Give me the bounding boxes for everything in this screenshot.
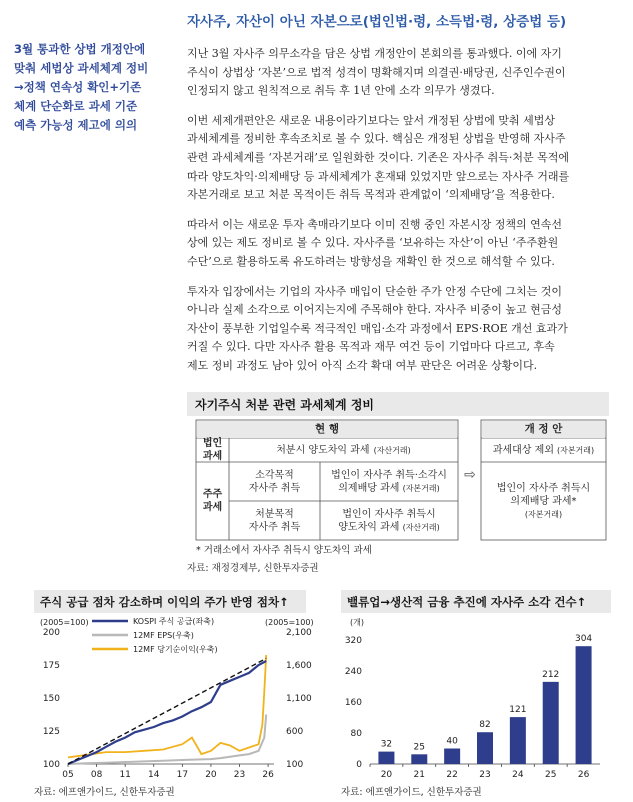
bar-value-label: 212 — [542, 669, 560, 680]
dispose-purpose — [229, 501, 320, 540]
tax-table-title: 자기주식 처분 관련 과세체계 정비 — [195, 398, 375, 412]
cancel-tax-note: (자본거래) — [402, 483, 440, 493]
bar — [444, 749, 460, 765]
right-chart — [330, 612, 630, 782]
corporate-label — [196, 438, 229, 462]
cancel-tax — [320, 462, 458, 501]
side-note-line: 맞춰 세법상 과세체계 정비 — [14, 61, 149, 75]
bar — [510, 717, 526, 764]
proposed-shareholder-line: 법인이 자사주 취득시 — [496, 482, 591, 494]
cancel-purpose-line: 자사주 취득 — [248, 482, 301, 494]
y-right-tick-label: 100 — [286, 760, 304, 770]
bar — [576, 646, 592, 764]
y-axis-unit: (개) — [350, 618, 364, 627]
dispose-tax-line: 법인이 자사주 취득시 — [342, 508, 436, 520]
y-right-tick-label: 1,100 — [286, 694, 312, 704]
bar-value-label: 32 — [380, 739, 393, 750]
legend-label: 12MF 당기순이익(우축) — [133, 645, 218, 654]
text-line: 투자자 입장에서는 기업의 자사주 매입이 단순한 주가 안정 수단에 그치는 것이 — [187, 284, 562, 298]
y-tick-label: 160 — [344, 698, 362, 708]
corporate-current-main: 처분시 양도차익 과세 — [276, 444, 370, 456]
series-net-income-line — [68, 655, 266, 757]
y-right-tick-label: 2,100 — [286, 628, 312, 638]
dispose-purpose-line: 처분목적 — [255, 508, 294, 520]
left-chart-title-bar — [34, 590, 306, 613]
arrow-icon: ⇨ — [464, 466, 476, 483]
text-line: 상에 있는 제도 정비로 볼 수 있다. 자사주를 ‘보유하는 자산’이 아닌 ‘주주환원 — [187, 236, 559, 250]
corporate-proposed-note: (자본거래) — [556, 445, 595, 455]
side-note-line: →정책 연속성 확인+기존 — [14, 80, 142, 94]
y-left-tick-label: 175 — [42, 661, 60, 671]
side-note-line: 3월 통과한 상법 개정안에 — [14, 42, 146, 56]
x-tick-label: 05 — [62, 770, 74, 780]
y-left-tick-label: 100 — [42, 760, 60, 770]
x-tick-label: 23 — [233, 770, 246, 780]
x-tick-label: 11 — [119, 770, 131, 780]
right-chart-title-bar — [341, 590, 611, 613]
header-proposed: 개 정 안 — [482, 421, 605, 438]
section-title: 자사주, 자산이 아닌 자본으로(법인법·령, 소득법·령, 상증법 등) — [187, 14, 567, 30]
side-note-line: 예측 가능성 제고에 의의 — [14, 118, 138, 132]
y-left-tick-label: 125 — [42, 727, 60, 737]
cancel-tax-line: 법인이 자사주 취득·소각시 — [331, 469, 447, 481]
text-line: 자본거래로 보고 처분 목적이든 취득 목적과 관계없이 ‘의제배당’을 적용한다. — [187, 188, 555, 202]
left-chart-source: 자료: 에프앤가이드, 신한투자증권 — [34, 787, 175, 798]
x-tick-label: 25 — [544, 770, 557, 780]
corporate-proposed — [481, 438, 606, 462]
text-line: 제도 정비 과정도 남아 있어 아직 소각 확대 여부 판단은 어려운 상황이다. — [187, 358, 538, 372]
legend-label: 12MF EPS(우축) — [133, 631, 194, 640]
corporate-current — [229, 438, 458, 462]
text-line: 아니라 실제 소각으로 이어지는지에 주목해야 한다. 자사주 비중이 높고 현금성 — [187, 303, 562, 317]
cancel-tax-line: 의제배당 과세 — [338, 482, 400, 494]
text-line: 따라서 이는 새로운 투자 촉매라기보다 이미 진행 중인 자본시장 정책의 연속선 — [187, 217, 562, 231]
y-left-tick-label: 200 — [42, 628, 60, 638]
text-line: 과세체계를 정비한 후속조치로 볼 수 있다. 핵심은 개정된 상법을 반영해 자사주 — [187, 132, 566, 146]
y-right-tick-label: 1,600 — [286, 661, 312, 671]
header-current: 현 행 — [197, 421, 457, 438]
tax-table-source: 자료: 재정경제부, 신한투자증권 — [187, 563, 319, 574]
right-axis-unit: (2005=100) — [265, 618, 314, 627]
x-tick-label: 17 — [176, 770, 189, 780]
x-tick-label: 26 — [262, 770, 274, 780]
tax-table-footnote: * 거래소에서 자사주 취득시 양도차익 과세 — [196, 545, 372, 556]
right-chart-source: 자료: 에프앤가이드, 신한투자증권 — [341, 787, 482, 798]
bar-value-label: 25 — [413, 742, 426, 753]
proposed-shareholder-note: (자본거래) — [524, 509, 563, 519]
bar-value-label: 82 — [479, 720, 491, 731]
y-tick-label: 80 — [350, 729, 362, 739]
bar — [378, 752, 394, 764]
corporate-label-line: 과세 — [202, 451, 223, 462]
x-tick-label: 21 — [413, 770, 426, 780]
shareholder-label-line: 주주 — [202, 489, 223, 500]
x-tick-label: 14 — [148, 770, 160, 780]
right-chart-title: 밸류업→생산적 금융 추진에 자사주 소각 건수↑ — [347, 595, 587, 609]
text-line: 관련 과세체계를 ‘자본거래’로 일원화한 것이다. 기존은 자사주 취득·처분 목적에 — [187, 150, 569, 164]
shareholder-label-line: 과세 — [202, 502, 223, 513]
bar — [411, 754, 427, 764]
text-line: 수단’으로 활용하도록 유도하려는 방향성을 재확인 한 것으로 해석할 수 있다. — [187, 254, 555, 268]
dispose-purpose-line: 자사주 취득 — [248, 521, 301, 533]
cancel-purpose-line: 소각목적 — [255, 469, 294, 481]
cancel-purpose — [229, 462, 320, 501]
legend-label: KOSPI 주식 공급(좌축) — [133, 617, 215, 626]
corporate-label-line: 법인 — [202, 438, 223, 449]
text-line: 주식이 상법상 ‘자본’으로 법적 성격이 명확해지며 의결권·배당권, 신주인수권이 — [187, 65, 566, 79]
text-line: 따라 양도차익·의제배당 등 과세체계가 혼재돼 있었지만 앞으로는 자사주 거래를 — [187, 169, 570, 183]
text-line: 자산이 풍부한 기업일수록 적극적인 매입·소각 과정에서 EPS·ROE 개선 효과가 — [187, 321, 568, 335]
bar-value-label: 304 — [574, 634, 593, 645]
y-tick-label: 240 — [344, 667, 362, 677]
bar-value-label: 121 — [509, 705, 527, 716]
left-axis-unit: (2005=100) — [40, 618, 89, 627]
x-tick-label: 23 — [479, 770, 491, 780]
side-note-line: 체계 단순화로 과세 기준 — [14, 99, 138, 113]
text-line: 커질 수 있다. 다만 자사주 활용 목적과 재무 여건 등이 기업마다 다르고, 후속 — [187, 340, 555, 354]
corporate-proposed-main: 과세대상 제외 — [492, 444, 554, 456]
corporate-current-note: (자산거래) — [373, 445, 411, 455]
x-tick-label: 26 — [577, 770, 590, 780]
text-line: 지난 3월 자사주 의무소각을 담은 상법 개정안이 본회의를 통과했다. 이에 자기 — [187, 47, 562, 60]
bar-value-label: 40 — [446, 736, 458, 747]
x-tick-label: 24 — [512, 770, 524, 780]
text-line: 인정되지 않고 원칙적으로 취득 후 1년 안에 소각 의무가 생겼다. — [187, 84, 495, 98]
bar — [477, 732, 493, 764]
y-tick-label: 0 — [356, 760, 362, 770]
dispose-tax-note: (자산거래) — [402, 522, 440, 532]
left-chart-title: 주식 공급 점차 감소하며 이익의 주가 반영 점차↑ — [40, 595, 289, 609]
dispose-tax-line: 양도차익 과세 — [338, 521, 400, 533]
x-tick-label: 22 — [446, 770, 458, 780]
proposed-shareholder — [481, 462, 606, 540]
shareholder-label — [196, 462, 229, 540]
text-line: 이번 세제개편안은 새로운 내용이라기보다는 앞서 개정된 상법에 맞춰 세법상 — [187, 113, 556, 127]
proposed-shareholder-line: 의제배당 과세* — [510, 495, 577, 507]
left-chart — [0, 612, 320, 782]
x-tick-label: 08 — [90, 770, 103, 780]
y-tick-label: 320 — [344, 636, 362, 646]
x-tick-label: 20 — [205, 770, 217, 780]
y-left-tick-label: 150 — [42, 694, 60, 704]
y-right-tick-label: 600 — [286, 727, 304, 737]
bar — [543, 682, 559, 764]
dispose-tax — [320, 501, 458, 540]
x-tick-label: 20 — [380, 770, 393, 780]
